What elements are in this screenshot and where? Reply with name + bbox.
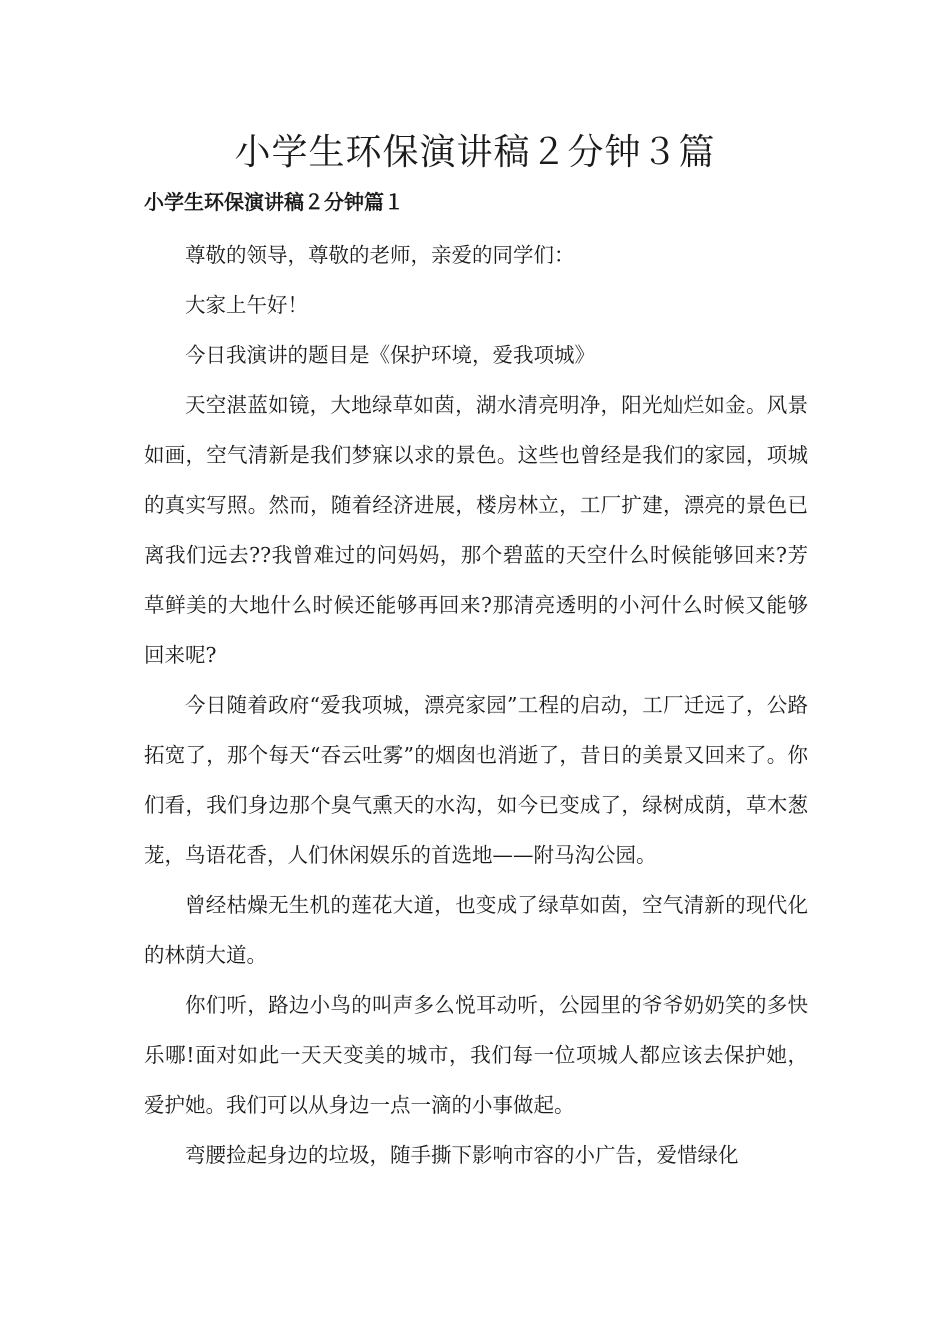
paragraph-action: 弯腰捡起身边的垃圾，随手撕下影响市容的小广告，爱惜绿化 (185, 1143, 739, 1167)
paragraph-project: 今日随着政府“爱我项城，漂亮家园”工程的启动，工厂迁远了，公路拓宽了，那个每天“吞云吐雾”的烟囱也消逝了，昔日的美景又回来了。你们看，我们身边那个臭气熏天的水沟，如今已变成了，绿树成荫，草木葱茏，鸟语花香，人们休闲娱乐的首选地——附马沟公园。 (144, 693, 808, 867)
document-title: 小学生环保演讲稿２分钟３篇 (234, 132, 716, 173)
paragraph-topic: 今日我演讲的题目是《保护环境，爱我项城》 (185, 343, 595, 367)
document-body (144, 230, 808, 1180)
paragraph-greeting: 尊敬的领导，尊敬的老师，亲爱的同学们： (185, 243, 575, 267)
paragraph-hello: 大家上午好！ (185, 293, 308, 317)
section-heading: 小学生环保演讲稿２分钟篇１ (144, 190, 404, 214)
paragraph-listen: 你们听，路边小鸟的叫声多么悦耳动听，公园里的爷爷奶奶笑的多快乐哪!面对如此一天天变美的城市，我们每一位项城人都应该去保护她，爱护她。我们可以从身边一点一滴的小事做起。 (144, 993, 808, 1117)
paragraph-landscape: 天空湛蓝如镜，大地绿草如茵，湖水清亮明净，阳光灿烂如金。风景如画，空气清新是我们梦寐以求的景色。这些也曾经是我们的家园，项城的真实写照。然而，随着经济进展，楼房林立，工厂扩建，漂亮的景色已离我们远去??我曾难过的问妈妈，那个碧蓝的天空什么时候能够回来?芳草鲜美的大地什么时候还能够再回来?那清亮透明的小河什么时候又能够回来呢? (144, 393, 808, 667)
paragraph-avenue: 曾经枯燥无生机的莲花大道，也变成了绿草如茵，空气清新的现代化的林荫大道。 (144, 893, 808, 967)
